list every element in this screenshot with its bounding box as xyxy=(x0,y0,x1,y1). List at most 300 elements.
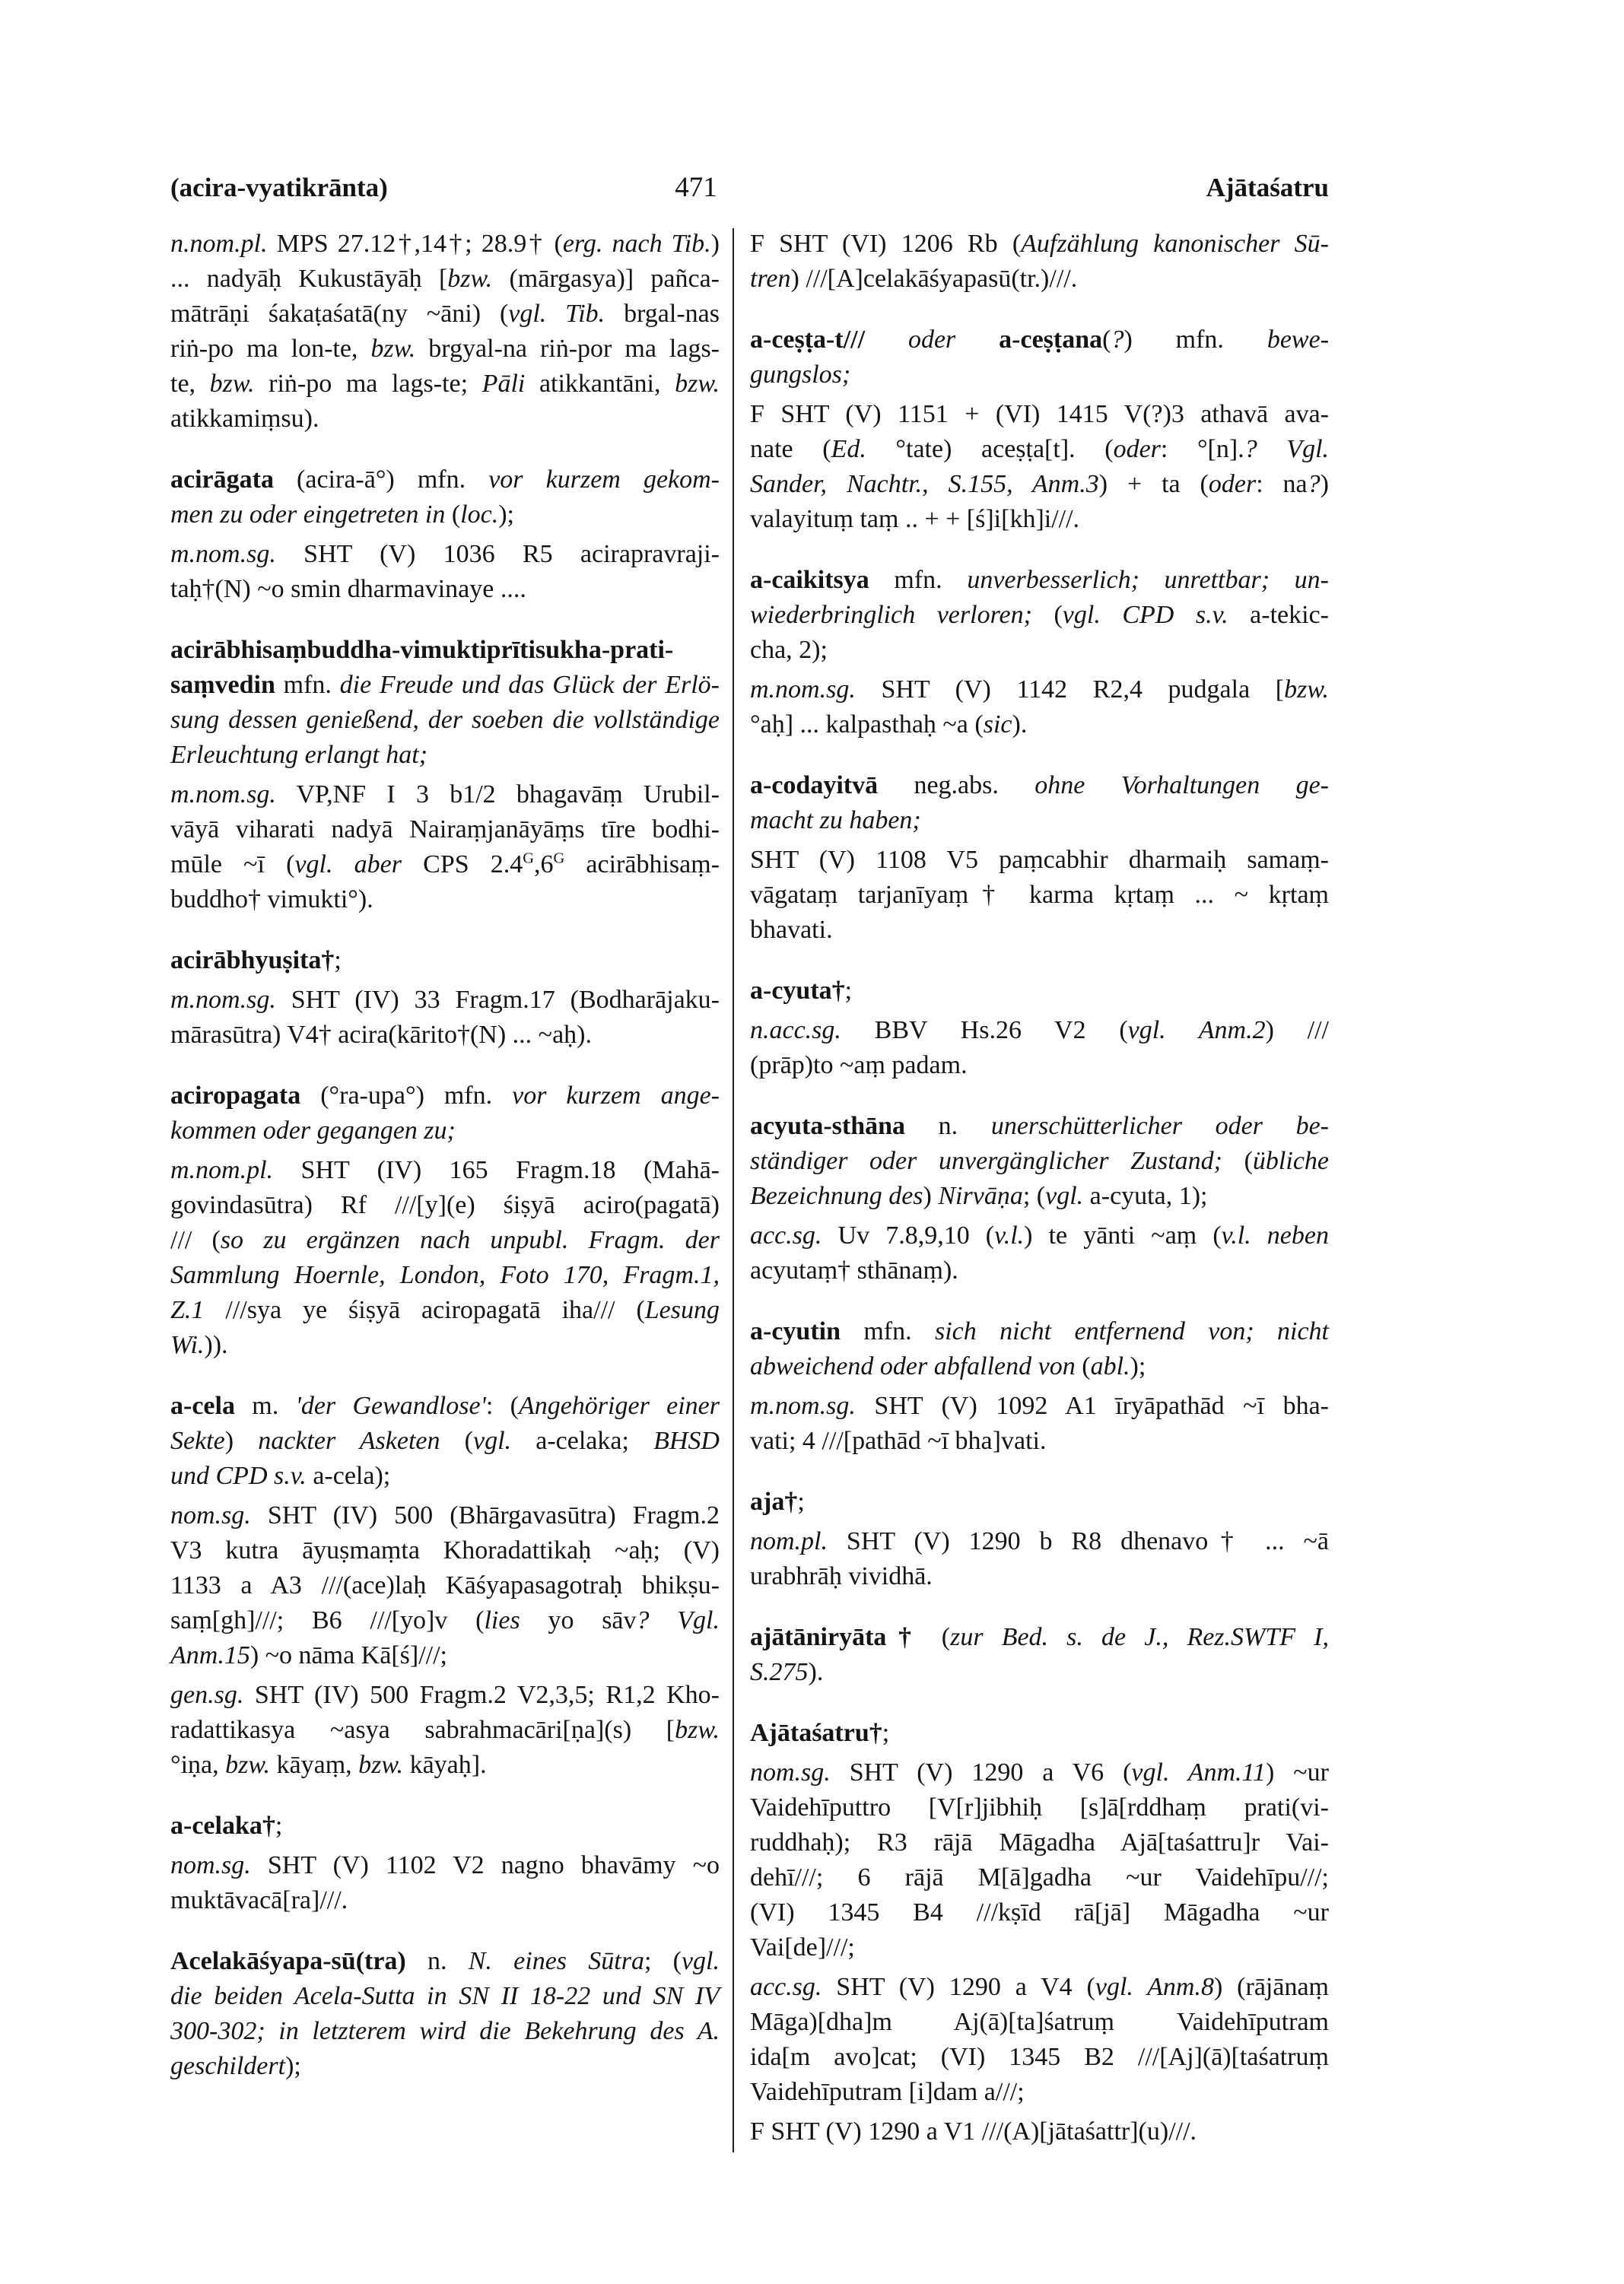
text-line xyxy=(750,2040,1329,2075)
text-line xyxy=(170,1678,720,1713)
text-run: F SHT (VI) 1206 Rb ( xyxy=(750,230,1022,258)
dictionary-entry xyxy=(170,227,720,437)
text-line xyxy=(750,1860,1329,1895)
text-line xyxy=(170,497,720,532)
text-run: ) ~ur xyxy=(1266,1758,1329,1787)
text-run: n. xyxy=(405,1947,469,1975)
text-line xyxy=(750,1930,1329,1965)
text-line xyxy=(750,2005,1329,2040)
italic-text: unerschütterlicher oder be- xyxy=(990,1112,1329,1140)
entry-paragraph xyxy=(170,1498,720,1673)
italic-text: lies xyxy=(484,1606,520,1634)
text-run: ); xyxy=(1130,1352,1146,1380)
dictionary-entry xyxy=(750,1716,1329,2149)
entry-paragraph xyxy=(170,462,720,532)
italic-text: geschildert xyxy=(170,2052,286,2080)
italic-text: nom.sg. xyxy=(750,1758,831,1787)
entry-paragraph xyxy=(750,1755,1329,1965)
text-run: mfn. xyxy=(869,566,968,594)
italic-text: Ed. xyxy=(831,435,866,463)
text-line xyxy=(170,1018,720,1053)
text-run: a-celaka; xyxy=(511,1427,654,1455)
dictionary-entry xyxy=(750,1620,1329,1690)
italic-text: v.l. neben xyxy=(1221,1221,1329,1250)
dictionary-entry xyxy=(750,1485,1329,1594)
text-line xyxy=(170,332,720,367)
italic-text: v.l. xyxy=(994,1221,1025,1250)
dictionary-entry xyxy=(170,462,720,607)
entry-paragraph xyxy=(750,563,1329,668)
text-line xyxy=(750,1179,1329,1214)
dictionary-entry xyxy=(170,943,720,1053)
text-run: neg.abs. xyxy=(878,771,1035,799)
italic-text: ? Vgl. xyxy=(1244,435,1330,463)
text-line xyxy=(170,1713,720,1748)
italic-text: m.nom.sg. xyxy=(170,780,276,808)
dictionary-entry xyxy=(750,1109,1329,1288)
text-run: taḥ†(N) ~o smin dharmavinaye .... xyxy=(170,575,526,603)
italic-text: sic xyxy=(983,710,1012,739)
entry-paragraph xyxy=(750,397,1329,537)
text-line xyxy=(170,462,720,497)
entry-paragraph xyxy=(170,1078,720,1148)
column-divider xyxy=(733,228,734,2152)
headword: aciropagata xyxy=(170,1082,301,1110)
italic-text: bzw. xyxy=(675,1716,720,1744)
italic-text: wiederbringlich verloren; xyxy=(750,601,1032,629)
text-line xyxy=(170,943,720,978)
text-run: 1133 a A3 ///(ace)laḥ Kāśyapasagotraḥ bhikṣu- xyxy=(170,1571,720,1599)
text-run: a-tekic- xyxy=(1228,601,1329,629)
text-run: ); xyxy=(498,500,514,529)
italic-text: bzw. xyxy=(358,1751,404,1779)
italic-text: men zu oder eingetreten in xyxy=(170,500,446,529)
text-line xyxy=(750,227,1329,262)
italic-text: Angehöriger einer xyxy=(518,1392,720,1420)
text-run: saṃ[gh]///; B6 ///[yo]v ( xyxy=(170,1606,485,1634)
headword: a-codayitvā xyxy=(750,771,879,799)
text-run: ruddhaḥ); R3 rājā Māgadha Ajā[taśattru]r Vai- xyxy=(750,1828,1329,1857)
text-run: ) te yānti ~aṃ ( xyxy=(1024,1221,1222,1250)
text-run: atikkantāni, xyxy=(525,370,675,398)
text-line xyxy=(750,1109,1329,1144)
text-line xyxy=(170,537,720,572)
text-run: ); xyxy=(285,2052,301,2080)
entry-paragraph xyxy=(750,1524,1329,1594)
text-line xyxy=(750,1655,1329,1690)
text-line xyxy=(170,1078,720,1113)
text-line xyxy=(170,297,720,332)
text-run: bhavati. xyxy=(750,916,833,944)
italic-text: so zu ergänzen nach unpubl. Fragm. der xyxy=(220,1226,720,1254)
dictionary-entry xyxy=(750,1314,1329,1459)
text-line xyxy=(750,1620,1329,1655)
entry-paragraph xyxy=(750,1716,1329,1751)
text-run: ) xyxy=(1320,470,1329,498)
entry-paragraph xyxy=(750,1970,1329,2110)
italic-text: die Freude und das Glück der Erlö- xyxy=(339,671,720,699)
text-run: ... nadyāḥ Kukustāyāḥ [ xyxy=(170,265,448,293)
right-column xyxy=(750,227,1329,2149)
text-run: cha, 2); xyxy=(750,636,828,664)
italic-text: acc.sg. xyxy=(750,1973,822,2001)
italic-text: sich nicht entfernend von; nicht xyxy=(935,1317,1329,1345)
text-line xyxy=(750,1144,1329,1179)
italic-text: N. eines Sūtra xyxy=(468,1947,644,1975)
italic-text: nackter Asketen xyxy=(258,1427,440,1455)
headword: saṃvedin xyxy=(170,671,275,699)
text-run: ) + ta ( xyxy=(1098,470,1209,498)
italic-text: unverbesserlich; unrettbar; un- xyxy=(967,566,1329,594)
text-line xyxy=(750,598,1329,633)
text-run: kāyaḥ]. xyxy=(403,1751,487,1779)
italic-text: vor kurzem gekom- xyxy=(488,465,720,494)
italic-text: bzw. xyxy=(225,1751,271,1779)
text-run: : °[n]. xyxy=(1160,435,1244,463)
entry-paragraph xyxy=(750,1485,1329,1520)
italic-text: übliche xyxy=(1252,1147,1329,1175)
entry-paragraph xyxy=(750,1620,1329,1690)
text-run: ) /// xyxy=(1265,1016,1329,1044)
text-run: dehī///; 6 rājā M[ā]gadha ~ur Vaidehīpu///; xyxy=(750,1863,1329,1892)
italic-text: m.nom.sg. xyxy=(750,1392,856,1420)
text-run: ). xyxy=(1012,710,1028,739)
text-run: mātrāṇi śakaṭaśatā(ny ~āni) ( xyxy=(170,300,509,328)
text-run: atikkamiṃsu). xyxy=(170,405,319,433)
italic-text: vgl. Anm.8 xyxy=(1095,1973,1214,2001)
italic-text: vgl. aber xyxy=(294,850,402,878)
italic-text: bzw. xyxy=(675,370,720,398)
text-run: ( xyxy=(440,1427,473,1455)
text-line xyxy=(170,1498,720,1533)
entry-paragraph xyxy=(170,537,720,607)
text-run: SHT (IV) 165 Fragm.18 (Mahā- xyxy=(273,1156,720,1184)
italic-text: S.275 xyxy=(750,1658,809,1686)
headword: Ajātaśatru† xyxy=(750,1719,882,1747)
italic-text: Pāli xyxy=(481,370,526,398)
italic-text: oder xyxy=(1208,470,1257,498)
entry-paragraph xyxy=(750,1013,1329,1083)
text-line xyxy=(750,1485,1329,1520)
italic-text: zur Bed. s. de J., Rez.SWTF I, xyxy=(950,1623,1329,1651)
running-header xyxy=(0,169,1624,207)
text-run: SHT (V) 1036 R5 acirapravraji- xyxy=(275,540,720,568)
italic-text: m.nom.sg. xyxy=(170,540,276,568)
text-line xyxy=(170,1459,720,1494)
text-line xyxy=(750,1389,1329,1424)
italic-text: ständiger oder unvergänglicher Zustand; xyxy=(750,1147,1222,1175)
headword: acirābhisaṃbuddha-vimuktiprītisukha-prati- xyxy=(170,636,674,664)
text-run: ). xyxy=(808,1658,824,1686)
text-run: riṅ-po ma lon-te, xyxy=(170,335,371,363)
italic-text: vgl. Anm.2 xyxy=(1127,1016,1266,1044)
text-run: mārasūtra) V4† acira(kārito†(N) ... ~aḥ). xyxy=(170,1021,592,1049)
italic-text: abweichend oder abfallend von xyxy=(750,1352,1076,1380)
text-run: Uv 7.8,9,10 ( xyxy=(822,1221,995,1250)
text-run: /// ( xyxy=(170,1226,221,1254)
text-line xyxy=(750,1524,1329,1559)
text-run: SHT (IV) 500 (Bhārgavasūtra) Fragm.2 xyxy=(250,1501,720,1530)
headword: a-cyutin xyxy=(750,1317,841,1345)
dictionary-entry xyxy=(750,768,1329,948)
headword: a-cela xyxy=(170,1392,235,1420)
italic-text: abl. xyxy=(1090,1352,1130,1380)
entry-paragraph xyxy=(750,974,1329,1009)
text-run: (°ra-upa°) mfn. xyxy=(300,1082,513,1110)
italic-text: ? xyxy=(1111,326,1124,354)
text-run: a-cyuta, 1); xyxy=(1083,1182,1208,1210)
text-run: F SHT (V) 1151 + (VI) 1415 V(?)3 athavā ava- xyxy=(750,400,1329,428)
entry-paragraph xyxy=(170,983,720,1053)
italic-text: nom.sg. xyxy=(170,1851,251,1879)
dictionary-entry xyxy=(170,633,720,917)
text-line xyxy=(750,1013,1329,1048)
text-run: F SHT (V) 1290 a V1 ///(A)[jātaśattr](u)///. xyxy=(750,2117,1197,2146)
text-run: nate ( xyxy=(750,435,831,463)
entry-paragraph xyxy=(170,1389,720,1494)
text-run: Māga)[dha]m Aj(ā)[ta]śatruṃ Vaidehīputram xyxy=(750,2008,1329,2036)
text-line xyxy=(750,878,1329,913)
text-run: CPS 2.4 xyxy=(401,850,523,878)
headword: acirābhyuṣita† xyxy=(170,946,335,974)
italic-text: vgl. xyxy=(473,1427,512,1455)
entry-paragraph xyxy=(750,227,1329,297)
text-run: : ( xyxy=(485,1392,519,1420)
headword: ajātāniryāta† xyxy=(750,1623,923,1651)
text-line xyxy=(750,803,1329,838)
dictionary-entry xyxy=(750,974,1329,1083)
text-run: ///sya ye śiṣyā aciropagatā iha/// ( xyxy=(204,1296,645,1324)
italic-text: nom.sg. xyxy=(170,1501,251,1530)
entry-paragraph xyxy=(750,672,1329,742)
entry-paragraph xyxy=(170,1848,720,1918)
text-run: ,6 xyxy=(534,850,554,878)
italic-text: Z.1 xyxy=(170,1296,205,1324)
text-run: vāgataṃ tarjanīyaṃ† karma kṛtaṃ ... ~ kṛtaṃ xyxy=(750,881,1329,909)
text-line xyxy=(170,777,720,812)
headword: aja† xyxy=(750,1488,798,1516)
headword: a-cyuta† xyxy=(750,977,845,1005)
italic-text: 300-302; in letzterem wird die Bekehrung des A. xyxy=(170,2017,720,2045)
italic-text: tren xyxy=(750,265,791,293)
text-line xyxy=(170,227,720,262)
text-run: SHT (V) 1108 V5 paṃcabhir dharmaiḥ samaṃ- xyxy=(750,846,1329,874)
text-run: °aḥ] ... kalpasthaḥ ~a ( xyxy=(750,710,984,739)
text-line xyxy=(170,1113,720,1148)
italic-text: loc. xyxy=(460,500,499,529)
text-run: )). xyxy=(204,1331,228,1359)
italic-text: vgl. xyxy=(1045,1182,1084,1210)
text-line xyxy=(750,1559,1329,1594)
entry-paragraph xyxy=(170,227,720,437)
text-line xyxy=(750,1218,1329,1253)
text-line xyxy=(750,467,1329,502)
italic-text: vgl. xyxy=(681,1947,720,1975)
italic-text: Bezeichnung des xyxy=(750,1182,923,1210)
italic-text: 'der Gewandlose' xyxy=(295,1392,486,1420)
text-run: ( xyxy=(1222,1147,1253,1175)
text-line xyxy=(750,1253,1329,1288)
text-run: SHT (IV) 33 Fragm.17 (Bodharājaku- xyxy=(275,986,720,1014)
text-run: ) ///[A]celakāśyapasū(tr.)///. xyxy=(790,265,1078,293)
entry-paragraph xyxy=(170,943,720,978)
italic-text: kommen oder gegangen zu; xyxy=(170,1117,456,1145)
italic-text: nom.pl. xyxy=(750,1527,828,1555)
italic-text: ? Vgl. xyxy=(636,1606,720,1634)
entry-paragraph xyxy=(170,1153,720,1363)
text-line xyxy=(170,2049,720,2084)
text-run: m. xyxy=(234,1392,296,1420)
text-line xyxy=(750,262,1329,297)
text-line xyxy=(170,1424,720,1459)
text-line xyxy=(170,2014,720,2049)
entry-paragraph xyxy=(750,768,1329,838)
text-line xyxy=(170,367,720,402)
text-run: ( xyxy=(1102,326,1111,354)
text-line xyxy=(170,703,720,738)
italic-text: bewe- xyxy=(1266,326,1330,354)
headword: a-ceṣṭa-t/// xyxy=(750,326,866,354)
headword: acyuta-sthāna xyxy=(750,1112,906,1140)
italic-text: vgl. Tib. xyxy=(508,300,605,328)
text-line xyxy=(170,572,720,607)
text-line xyxy=(750,432,1329,467)
italic-text: Sekte xyxy=(170,1427,225,1455)
text-line xyxy=(750,1314,1329,1349)
entry-paragraph xyxy=(170,777,720,917)
text-run: V3 kutra āyuṣmaṃta Khoradattikaḥ ~aḥ; (V) xyxy=(170,1536,720,1564)
italic-text: bzw. xyxy=(1284,675,1329,704)
text-run: (prāp)to ~aṃ padam. xyxy=(750,1051,968,1079)
italic-text: BHSD xyxy=(653,1427,720,1455)
text-run: MPS 27.12†,14†; 28.9† ( xyxy=(267,230,563,258)
text-run: vati; 4 ///[pathād ~ī bha]vati. xyxy=(750,1427,1047,1455)
page-number: 471 xyxy=(675,172,717,203)
italic-text: bzw. xyxy=(209,370,255,398)
text-run: ; xyxy=(275,1812,283,1840)
italic-text: gen.sg. xyxy=(170,1681,244,1709)
left-column xyxy=(170,227,720,2084)
text-line xyxy=(750,768,1329,803)
italic-text: bzw. xyxy=(370,335,416,363)
text-run: muktāvacā[ra]///. xyxy=(170,1886,348,1914)
text-line xyxy=(170,882,720,917)
text-line xyxy=(170,1848,720,1883)
text-run: Vaidehīputram [i]dam a///; xyxy=(750,2078,1025,2106)
superscript: G xyxy=(553,850,565,867)
text-line xyxy=(170,668,720,703)
text-line xyxy=(750,913,1329,948)
text-run: brgyal-na riṅ-por ma lags- xyxy=(415,335,720,363)
text-line xyxy=(750,2114,1329,2149)
text-line xyxy=(170,1258,720,1293)
text-run: riṅ-po ma lags-te; xyxy=(254,370,482,398)
text-run: ; ( xyxy=(1022,1182,1046,1210)
entry-paragraph xyxy=(170,633,720,773)
italic-text: die beiden Acela-Sutta in SN II 18-22 und SN IV xyxy=(170,1982,720,2010)
text-run: (acira-ā°) mfn. xyxy=(273,465,489,494)
text-line xyxy=(750,974,1329,1009)
dictionary-entry xyxy=(750,322,1329,537)
entry-paragraph xyxy=(750,1109,1329,1214)
text-line xyxy=(750,707,1329,742)
italic-text: vor kurzem ange- xyxy=(512,1082,720,1110)
italic-text: bzw. xyxy=(447,265,493,293)
italic-text: Sander, Nachtr., S.155, Anm.3 xyxy=(750,470,1099,498)
dictionary-entry xyxy=(170,1389,720,1783)
running-head-right: Ajātaśatru xyxy=(1206,173,1329,202)
text-line xyxy=(170,1809,720,1844)
text-run: ( xyxy=(923,1623,951,1651)
entry-paragraph xyxy=(170,1944,720,2084)
entry-paragraph xyxy=(750,322,1329,392)
italic-text: ? xyxy=(1307,470,1320,498)
text-run: acyutaṃ† sthānaṃ). xyxy=(750,1256,958,1285)
italic-text: gungslos; xyxy=(750,361,851,389)
text-line xyxy=(170,847,720,882)
italic-text: m.nom.sg. xyxy=(170,986,276,1014)
text-line xyxy=(170,1533,720,1568)
text-run: ) xyxy=(710,230,720,258)
italic-text: ohne Vorhaltungen ge- xyxy=(1034,771,1329,799)
text-run: ( xyxy=(1031,601,1063,629)
italic-text: m.nom.sg. xyxy=(750,675,856,704)
text-line xyxy=(170,1883,720,1918)
headword: acirāgata xyxy=(170,465,274,494)
dictionary-entry xyxy=(750,227,1329,297)
text-run: kāyaṃ, xyxy=(270,1751,359,1779)
italic-text: vgl. CPD s.v. xyxy=(1062,601,1228,629)
text-run: ; xyxy=(882,1719,890,1747)
text-run: (VI) 1345 B4 ///kṣīd rā[jā] Māgadha ~ur xyxy=(750,1898,1329,1927)
text-line xyxy=(170,1568,720,1603)
text-run: vāyā viharati nadyā Nairaṃjanāyāṃs tīre bodhi- xyxy=(170,815,720,843)
text-line xyxy=(750,1895,1329,1930)
text-run: valayituṃ taṃ .. + + [ś]i[kh]i///. xyxy=(750,505,1080,533)
text-line xyxy=(170,983,720,1018)
italic-text: n.nom.pl. xyxy=(170,230,268,258)
text-line xyxy=(170,402,720,437)
entry-paragraph xyxy=(750,2114,1329,2149)
text-run: °tate) aceṣṭa[t]. ( xyxy=(866,435,1114,463)
text-run: n. xyxy=(905,1112,991,1140)
text-line xyxy=(170,1293,720,1328)
text-line xyxy=(750,1790,1329,1825)
text-line xyxy=(170,1944,720,1979)
text-run: radattikasya ~asya sabrahmacāri[ṇa](s) [ xyxy=(170,1716,675,1744)
text-line xyxy=(170,1603,720,1638)
italic-text: Wi. xyxy=(170,1331,205,1359)
text-run: SHT (V) 1290 a V4 ( xyxy=(822,1973,1095,2001)
text-run: ; xyxy=(797,1488,805,1516)
italic-text: Anm.15 xyxy=(170,1641,250,1669)
text-line xyxy=(170,262,720,297)
text-run: °iṇa, xyxy=(170,1751,226,1779)
text-run: mūle ~ī ( xyxy=(170,850,295,878)
italic-text: Erleuchtung erlangt hat; xyxy=(170,741,428,769)
text-run: SHT (V) 1102 V2 nagno bhavāmy ~o xyxy=(250,1851,720,1879)
text-run: ; xyxy=(844,977,853,1005)
text-line xyxy=(750,2075,1329,2110)
text-run: mfn. xyxy=(275,671,340,699)
italic-text: Aufzählung kanonischer Sū- xyxy=(1021,230,1329,258)
dictionary-entry xyxy=(170,1809,720,1918)
text-run: : na xyxy=(1256,470,1308,498)
text-run: ) xyxy=(923,1182,939,1210)
text-run: SHT (V) 1290 b R8 dhenavo† ... ~ā xyxy=(828,1527,1329,1555)
text-line xyxy=(170,1153,720,1188)
text-run: acirābhisaṃ- xyxy=(564,850,720,878)
